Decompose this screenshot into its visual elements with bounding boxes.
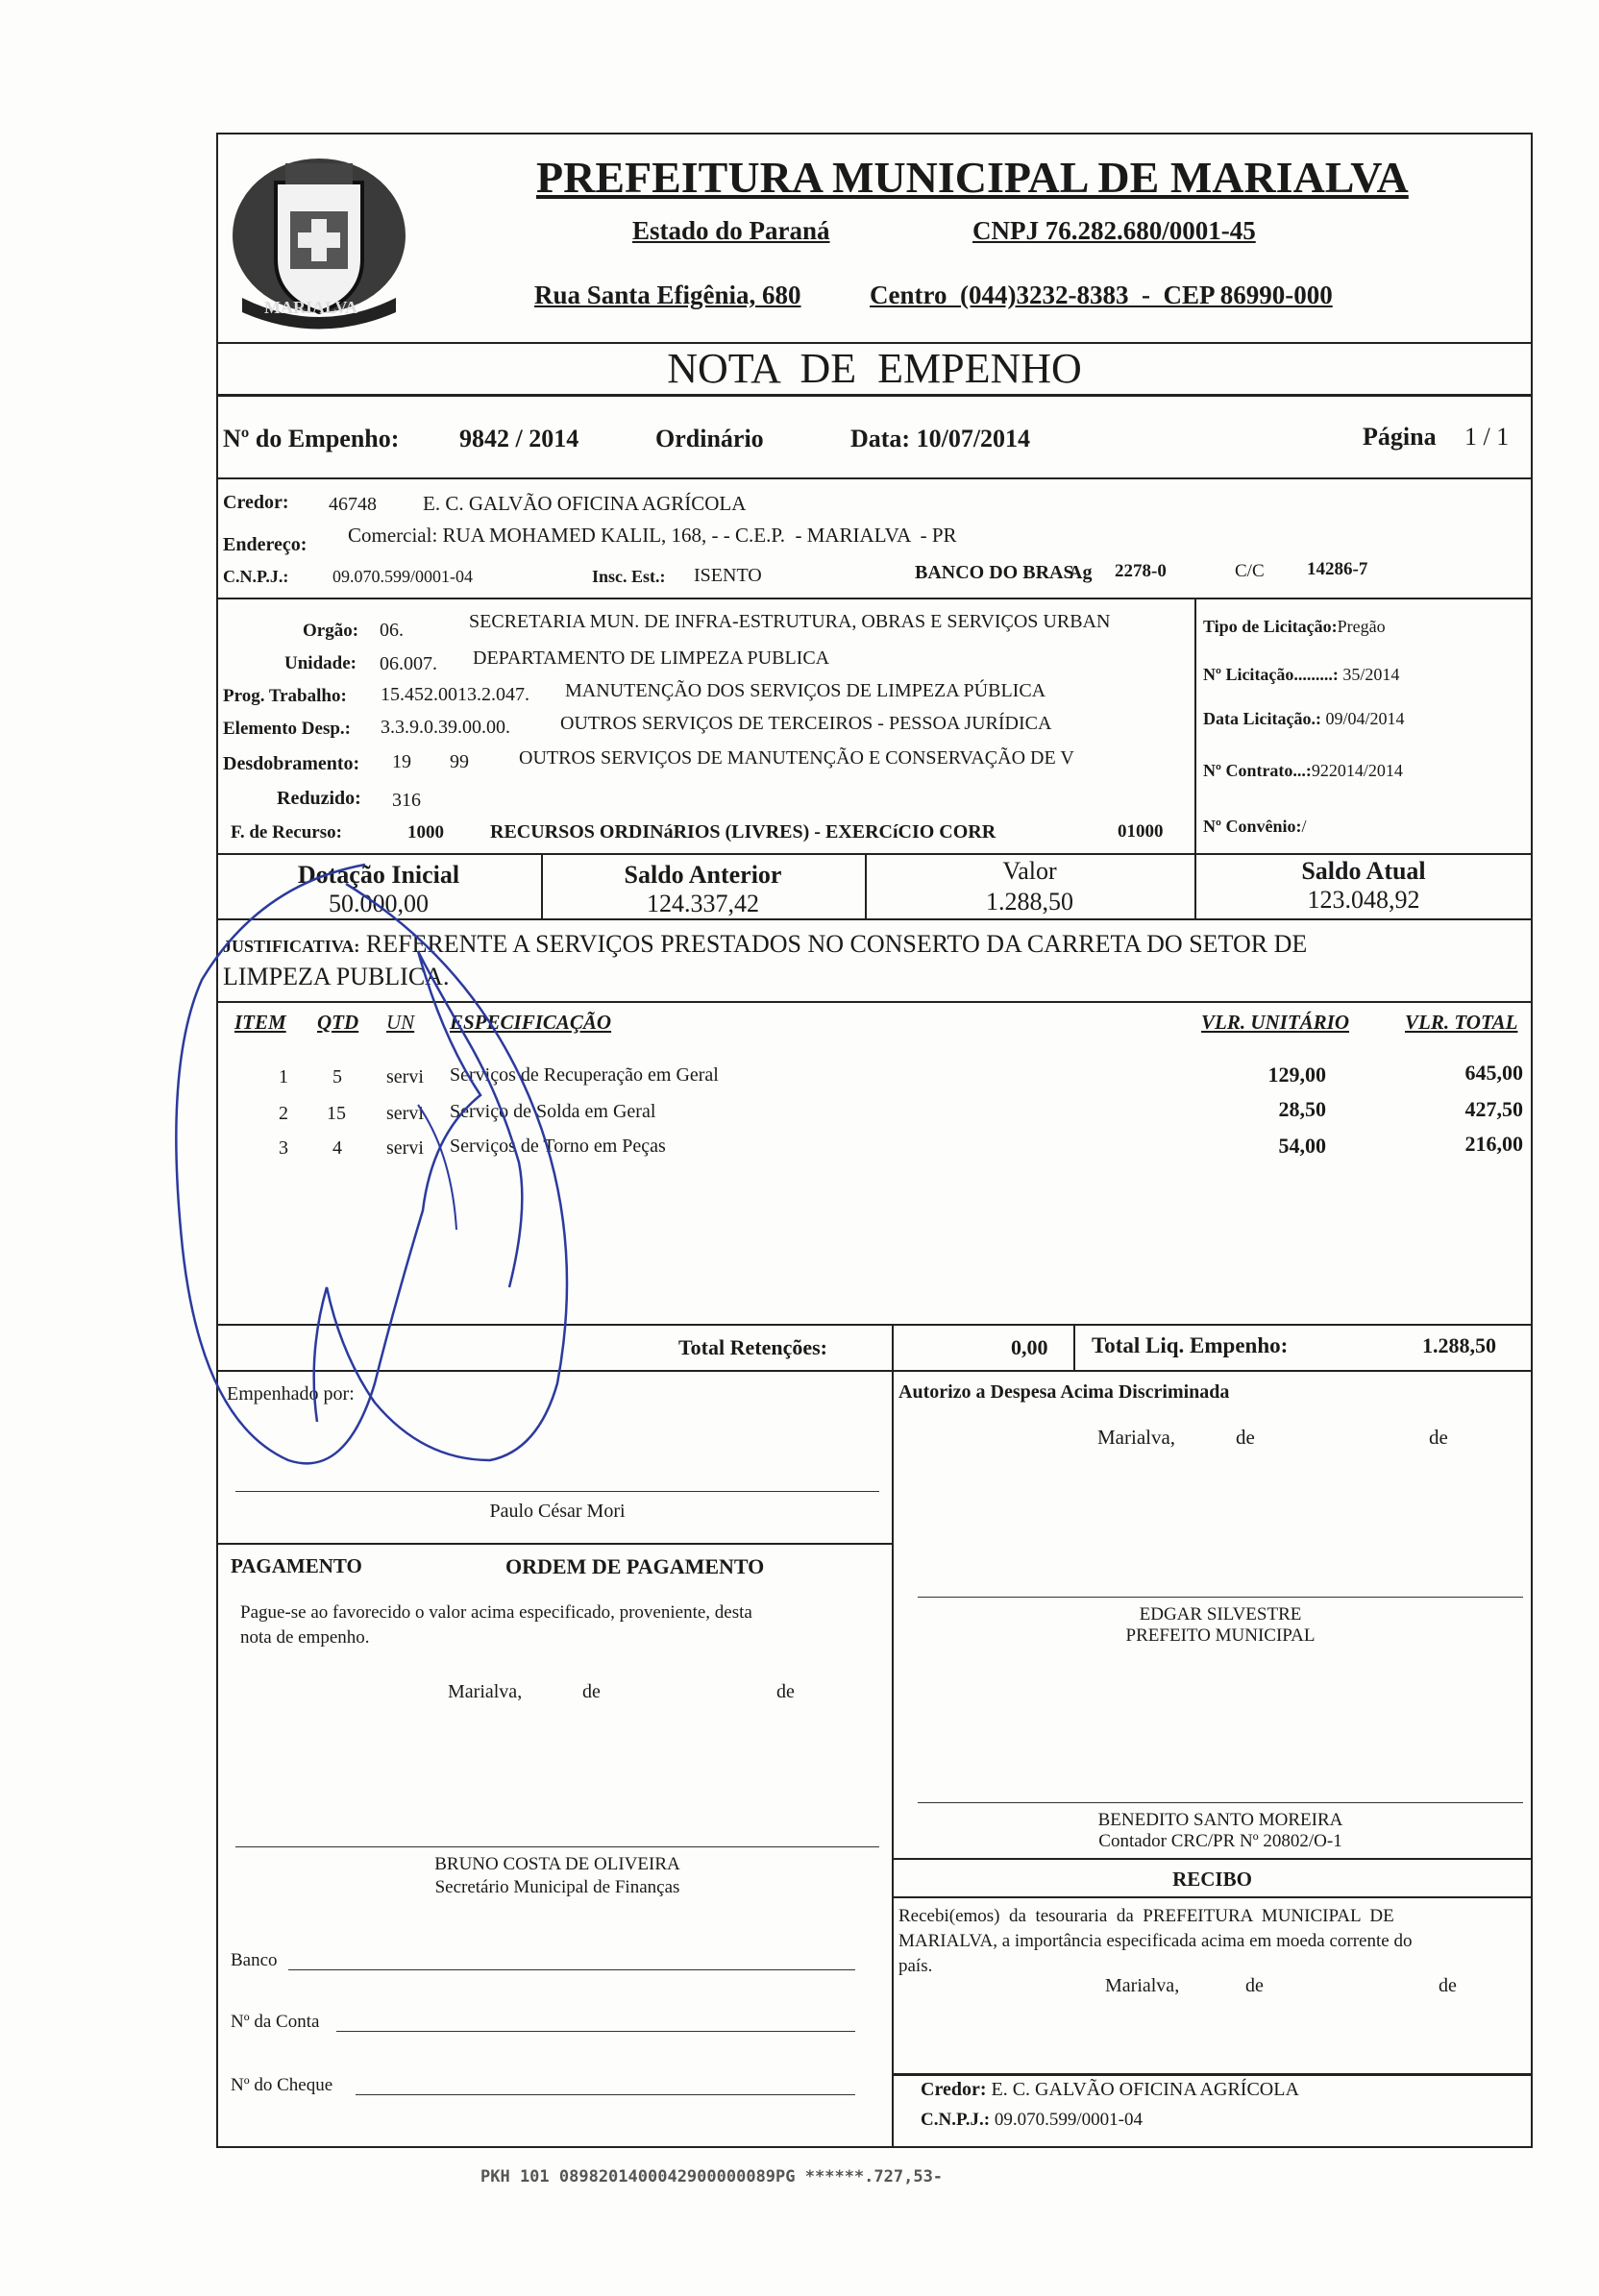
unidade-name: DEPARTAMENTO DE LIMPEZA PUBLICA	[473, 647, 830, 669]
saldo-atual-label: Saldo Atual	[1301, 857, 1426, 885]
saldo-anterior-label: Saldo Anterior	[624, 861, 782, 889]
numero-contrato	[1203, 761, 1403, 781]
item-1-unit: 129,00	[1267, 1063, 1326, 1087]
tipo-licitacao-label: Tipo de Licitação:	[1203, 617, 1338, 636]
recibo-title: RECIBO	[1172, 1868, 1252, 1891]
contador-signature-line	[918, 1802, 1523, 1803]
prog-name: MANUTENÇÃO DOS SERVIÇOS DE LIMPEZA PÚBLICA	[565, 680, 1046, 701]
ie-label: Insc. Est.:	[592, 567, 666, 586]
municipality-contact: Centro (044)3232-8383 - CEP 86990-000	[870, 281, 1333, 309]
totals-divider-1	[892, 1324, 894, 1370]
recibo-credor-divider	[892, 2073, 1533, 2076]
conta-label: Nº da Conta	[231, 2012, 320, 2032]
item-3-especificacao: Serviços de Torno em Peças	[450, 1136, 666, 1157]
prog-code: 15.452.0013.2.047.	[381, 684, 529, 705]
col-qtd: QTD	[317, 1011, 359, 1034]
reduzido-value: 316	[392, 790, 421, 811]
justificativa-divider	[216, 1001, 1533, 1003]
item-3-un: servi	[386, 1137, 424, 1159]
autorizo-city: Marialva,	[1097, 1426, 1176, 1449]
fonte-label: F. de Recurso:	[231, 822, 342, 843]
credor-label: Credor:	[223, 492, 289, 513]
valor-label: Valor	[1002, 857, 1057, 885]
credor-address: Comercial: RUA MOHAMED KALIL, 168, - - C.E.P. - MARIALVA - PR	[348, 524, 957, 547]
dotacao-value: 50.000,00	[329, 890, 429, 917]
empenho-date: Data: 10/07/2014	[850, 425, 1031, 452]
secretario-role: Secretário Municipal de Finanças	[434, 1877, 680, 1897]
recibo-cnpj-label: C.N.P.J.:	[921, 2110, 991, 2130]
empenho-label: Nº do Empenho:	[223, 425, 400, 452]
ie-value: ISENTO	[694, 565, 762, 586]
totals-bottom-divider	[216, 1370, 1533, 1372]
agency-number: 2278-0	[1115, 561, 1167, 581]
lower-split	[892, 1370, 894, 2148]
totals-divider-2	[1073, 1324, 1075, 1370]
empenhado-signature-line	[235, 1491, 879, 1492]
contador-name: BENEDITO SANTO MOREIRA	[1097, 1810, 1343, 1830]
banco-input-line[interactable]	[288, 1969, 855, 1970]
retencoes-label: Total Retenções:	[678, 1335, 827, 1359]
item-3-total: 216,00	[1464, 1132, 1523, 1156]
autorizo-label: Autorizo a Despesa Acima Discriminada	[898, 1381, 1230, 1403]
numero-convenio	[1203, 817, 1306, 837]
municipality-street: Rua Santa Efigênia, 680	[534, 281, 801, 309]
numero-licitacao	[1203, 665, 1399, 685]
recibo-text3: país.	[898, 1956, 933, 1976]
orgao-label: Orgão:	[303, 621, 359, 641]
pagamento-text1: Pague-se ao favorecido o valor acima especificado, proveniente, desta	[240, 1602, 752, 1623]
unidade-code: 06.007.	[380, 653, 437, 674]
fonte-name: RECURSOS ORDINáRIOS (LIVRES) - EXERCíCIO CORR	[490, 821, 996, 843]
secretario-signature-line	[235, 1846, 879, 1847]
col-un: UN	[386, 1011, 415, 1034]
liquido-value: 1.288,50	[1422, 1333, 1496, 1357]
prefeito-name: EDGAR SILVESTRE	[1139, 1604, 1302, 1624]
recibo-city: Marialva,	[1105, 1975, 1180, 1996]
account-label: C/C	[1235, 561, 1265, 581]
crest-ribbon-text: MARIALVA	[264, 298, 358, 317]
item-1-total: 645,00	[1464, 1061, 1523, 1085]
page-number: 1 / 1	[1464, 423, 1510, 451]
justificativa-label: JUSTIFICATIVA:	[223, 937, 360, 956]
doc-title: NOTA DE EMPENHO	[667, 345, 1082, 392]
cheque-label: Nº do Cheque	[231, 2075, 333, 2095]
empenhado-label: Empenhado por:	[227, 1383, 355, 1404]
title-divider	[216, 394, 1533, 397]
item-3-qtd: 4	[332, 1137, 342, 1159]
autorizo-de2: de	[1429, 1426, 1448, 1449]
pagamento-city: Marialva,	[448, 1681, 523, 1702]
recibo-text1: Recebi(emos) da tesouraria da PREFEITURA MUNICIPAL DE	[898, 1906, 1394, 1926]
municipality-title: PREFEITURA MUNICIPAL DE MARIALVA	[536, 153, 1409, 202]
state-name: Estado do Paraná	[632, 216, 830, 245]
recibo-title-divider	[892, 1896, 1533, 1898]
data-licitacao-label: Data Licitação.:	[1203, 709, 1321, 728]
elemento-label: Elemento Desp.:	[223, 719, 351, 739]
bank-name: BANCO DO BRAS	[915, 562, 1074, 583]
prefeito-signature-line	[918, 1597, 1523, 1598]
justificativa-text1: REFERENTE A SERVIÇOS PRESTADOS NO CONSERTO DA CARRETA DO SETOR DE	[365, 930, 1308, 958]
item-2-total: 427,50	[1464, 1097, 1523, 1121]
recibo-de1: de	[1245, 1975, 1264, 1996]
municipality-cnpj: CNPJ 76.282.680/0001-45	[972, 216, 1256, 245]
numero-licitacao-label: Nº Licitação.........:	[1203, 665, 1339, 684]
item-1-especificacao: Serviços de Recuperação em Geral	[450, 1064, 719, 1086]
item-2-un: servi	[386, 1103, 424, 1124]
banco-label: Banco	[231, 1950, 278, 1970]
data-licitacao-value: 09/04/2014	[1325, 709, 1405, 728]
footer-print-code: PKH 101 0898201400042900000089PG ******.727,53-	[480, 2167, 944, 2186]
desdobramento-code2: 99	[450, 751, 469, 772]
saldo-atual-value: 123.048,92	[1307, 886, 1420, 914]
item-1-number: 1	[279, 1066, 288, 1087]
empenho-number: 9842 / 2014	[459, 425, 579, 452]
secretario-name: BRUNO COSTA DE OLIVEIRA	[434, 1854, 680, 1874]
recibo-cnpj-value: 09.070.599/0001-04	[994, 2110, 1143, 2130]
item-3-number: 3	[279, 1137, 288, 1159]
dotacao-label: Dotação Inicial	[297, 861, 460, 889]
ordem-pagamento-title: ORDEM DE PAGAMENTO	[505, 1554, 765, 1578]
col-vlr-unitario: VLR. UNITÁRIO	[1201, 1011, 1350, 1034]
page-label: Página	[1363, 423, 1437, 451]
credor-divider	[216, 598, 1533, 599]
justificativa-line1	[223, 930, 1307, 959]
elemento-name: OUTROS SERVIÇOS DE TERCEIROS - PESSOA JURÍDICA	[560, 713, 1052, 734]
agency-label: Ag	[1069, 562, 1093, 583]
col-vlr-total: VLR. TOTAL	[1405, 1011, 1518, 1034]
elemento-code: 3.3.9.0.39.00.00.	[381, 717, 510, 738]
orgao-name: SECRETARIA MUN. DE INFRA-ESTRUTURA, OBRAS E SERVIÇOS URBAN	[469, 611, 1111, 632]
col-item: ITEM	[234, 1011, 286, 1034]
empenhado-signer: Paulo César Mori	[489, 1501, 626, 1522]
credor-cnpj: 09.070.599/0001-04	[332, 567, 473, 586]
recibo-cnpj	[921, 2110, 1143, 2131]
prefeito-role: PREFEITO MUNICIPAL	[1125, 1625, 1316, 1646]
account-number: 14286-7	[1307, 559, 1368, 579]
reduzido-label: Reduzido:	[277, 788, 361, 809]
desdobramento-label: Desdobramento:	[223, 753, 360, 774]
recibo-text2: MARIALVA, a importância especificada acima em moeda corrente do	[898, 1931, 1413, 1951]
contador-divider	[892, 1858, 1533, 1860]
credor-cnpj-label: C.N.P.J.:	[223, 567, 289, 586]
pagamento-label: PAGAMENTO	[231, 1554, 362, 1577]
desdobramento-name: OUTROS SERVIÇOS DE MANUTENÇÃO E CONSERVAÇÃO DE V	[519, 747, 1074, 769]
recibo-de2: de	[1439, 1975, 1457, 1996]
orcamento-divider	[216, 853, 1533, 855]
contador-role: Contador CRC/PR Nº 20802/O-1	[1098, 1831, 1342, 1851]
recibo-credor	[921, 2079, 1299, 2101]
empenho-type: Ordinário	[655, 425, 764, 452]
valor-value: 1.288,50	[986, 888, 1073, 916]
desdobramento-code1: 19	[392, 751, 411, 772]
pagamento-text2: nota de empenho.	[240, 1627, 370, 1648]
tipo-licitacao-value: Pregão	[1337, 617, 1386, 636]
item-2-qtd: 15	[327, 1103, 346, 1124]
prog-label: Prog. Trabalho:	[223, 686, 347, 706]
orgao-code: 06.	[380, 620, 404, 641]
numero-convenio-label: Nº Convênio:	[1203, 817, 1302, 836]
justificativa-line2: LIMPEZA PUBLICA.	[223, 963, 450, 990]
data-licitacao	[1203, 709, 1404, 729]
pagamento-de2: de	[776, 1681, 795, 1702]
unidade-label: Unidade:	[284, 653, 357, 673]
item-2-especificacao: Serviço de Solda em Geral	[450, 1101, 656, 1122]
numero-contrato-value: 922014/2014	[1311, 761, 1403, 780]
numero-contrato-label: Nº Contrato...:	[1203, 761, 1312, 780]
numero-convenio-value: /	[1301, 817, 1307, 836]
licitacao-divider	[1194, 598, 1196, 853]
liquido-label: Total Liq. Empenho:	[1092, 1333, 1289, 1357]
address-label: Endereço:	[223, 534, 308, 555]
credor-name: E. C. GALVÃO OFICINA AGRÍCOLA	[423, 492, 747, 515]
item-1-qtd: 5	[332, 1066, 342, 1087]
totals-top-divider	[216, 1324, 1533, 1326]
pagamento-de1: de	[582, 1681, 601, 1702]
saldo-anterior-value: 124.337,42	[647, 890, 759, 917]
tipo-licitacao	[1203, 617, 1386, 637]
saldos-divider	[216, 918, 1533, 920]
item-1-un: servi	[386, 1066, 424, 1087]
empenhado-divider	[216, 1543, 892, 1545]
numero-licitacao-value: 35/2014	[1342, 665, 1400, 684]
item-2-unit: 28,50	[1278, 1097, 1326, 1121]
retencoes-value: 0,00	[1011, 1335, 1048, 1359]
col-especificacao: ESPECIFICAÇÃO	[450, 1011, 612, 1034]
recibo-credor-label: Credor:	[921, 2079, 987, 2100]
recibo-credor-name: E. C. GALVÃO OFICINA AGRÍCOLA	[991, 2079, 1299, 2100]
cheque-input-line[interactable]	[356, 2094, 855, 2095]
fonte-number: 01000	[1118, 821, 1164, 842]
autorizo-de1: de	[1236, 1426, 1255, 1449]
empenho-divider	[216, 477, 1533, 479]
item-2-number: 2	[279, 1103, 288, 1124]
credor-code: 46748	[329, 494, 377, 515]
item-3-unit: 54,00	[1278, 1134, 1326, 1158]
fonte-code: 1000	[407, 822, 444, 843]
conta-input-line[interactable]	[336, 2031, 855, 2032]
